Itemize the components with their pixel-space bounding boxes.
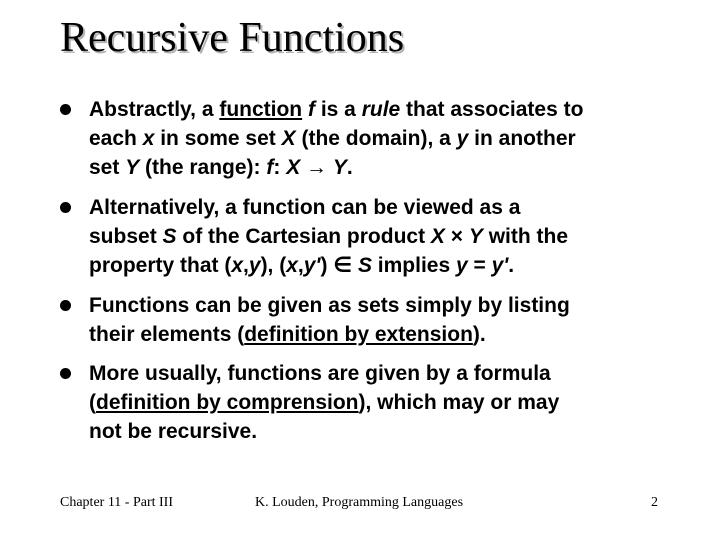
text-run: each	[89, 127, 143, 150]
bullet-line	[89, 388, 679, 417]
italic-term: y	[248, 254, 261, 277]
bullet-text	[89, 193, 679, 280]
bullet-line	[89, 251, 679, 280]
footer-author: K. Louden, Programming Languages	[255, 495, 464, 510]
bullet-dot-icon	[60, 202, 71, 213]
italic-term: X	[281, 127, 296, 150]
bullet-line	[89, 222, 679, 251]
text-run: their elements (	[89, 323, 245, 346]
text-run: (the range):	[139, 156, 267, 179]
text-run: of the Cartesian product	[176, 225, 431, 248]
italic-term: y	[455, 254, 468, 277]
text-run: ), (	[260, 254, 287, 277]
text-run: subset	[89, 225, 163, 248]
footer-chapter: Chapter 11 - Part III	[60, 495, 173, 510]
text-run: Functions can be given as sets simply by listing	[89, 294, 570, 317]
text-run: in some set	[154, 127, 282, 150]
italic-term: f	[307, 98, 315, 121]
bullet-dot-icon	[60, 368, 71, 379]
text-run: set	[89, 156, 126, 179]
bullet-line	[89, 291, 679, 320]
text-run: ).	[472, 323, 486, 346]
italic-term: y'	[491, 254, 509, 277]
text-run: in another	[468, 127, 576, 150]
italic-term: x	[142, 127, 155, 150]
text-run: ) ∈	[320, 254, 358, 277]
footer-page-number: 2	[651, 495, 658, 510]
bullet-text	[89, 359, 679, 446]
text-run: is a	[314, 98, 362, 121]
bullet-line	[89, 417, 679, 446]
text-run: →	[300, 156, 333, 179]
bullet-text	[89, 291, 679, 349]
text-run: .	[346, 156, 353, 179]
bullet-line	[89, 193, 679, 222]
italic-term: S	[162, 225, 177, 248]
italic-term: f	[266, 156, 274, 179]
text-run: not be recursive.	[89, 420, 258, 443]
text-run: =	[467, 254, 492, 277]
bullet-line	[89, 320, 679, 349]
italic-term: X	[286, 156, 301, 179]
text-run: .	[508, 254, 515, 277]
bullet-text	[89, 95, 679, 182]
italic-term: Y	[332, 156, 347, 179]
italic-term: S	[357, 254, 372, 277]
italic-term: rule	[361, 98, 401, 121]
text-run: ), which may or may	[358, 391, 560, 414]
underlined-term: definition by comprension	[96, 391, 359, 414]
bullet-dot-icon	[60, 300, 71, 311]
text-run: (the domain), a	[295, 127, 457, 150]
underlined-term: function	[219, 98, 303, 121]
text-run: ,	[243, 254, 249, 277]
text-run: ,	[297, 254, 304, 277]
text-run: Abstractly, a	[89, 98, 220, 121]
italic-term: Y	[125, 156, 140, 179]
italic-term: x	[231, 254, 244, 277]
text-run: :	[273, 156, 287, 179]
italic-term: Y	[468, 225, 483, 248]
italic-term: x	[286, 254, 298, 277]
text-run: ×	[444, 225, 469, 248]
bullet-dot-icon	[60, 104, 71, 115]
bullet-line	[89, 153, 679, 182]
text-run: (	[89, 391, 96, 414]
text-run: with the	[482, 225, 569, 248]
text-run: implies	[371, 254, 456, 277]
text-run: More usually, functions are given by a formula	[89, 362, 551, 385]
text-run: that associates to	[400, 98, 584, 121]
bullet-line	[89, 359, 679, 388]
bullet-line	[89, 124, 679, 153]
slide-title: Recursive Functions	[60, 15, 405, 61]
italic-term: y	[456, 127, 469, 150]
italic-term: X	[430, 225, 445, 248]
bullet-line	[89, 95, 679, 124]
underlined-term: definition by extension	[244, 323, 473, 346]
text-run: Alternatively, a function can be viewed as a	[89, 196, 521, 219]
text-run: property that (	[89, 254, 232, 277]
italic-term: y'	[303, 254, 321, 277]
